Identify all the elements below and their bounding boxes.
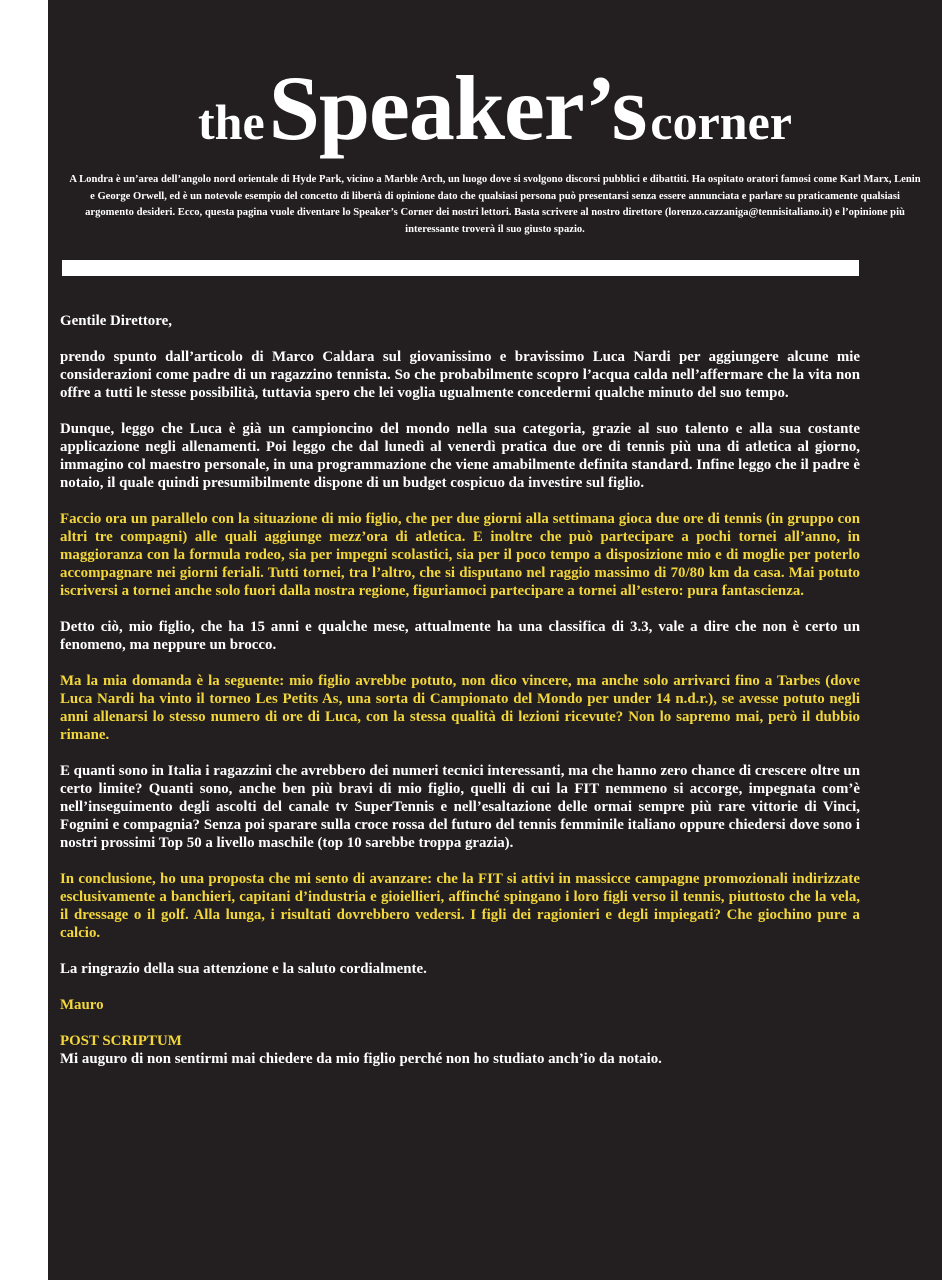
- masthead-the: the: [198, 94, 265, 150]
- divider-bar: [62, 260, 859, 276]
- letter-paragraph: prendo spunto dall’articolo di Marco Caldara sul giovanissimo e bravissimo Luca Nardi per aggiungere alcune mie considerazioni come padre di un ragazzino tennista. So che probabilmente scopro l’acqua calda nell’affermare che la vita non offre a tutti le stesse possibilità, tuttavia spero che lei voglia ugualmente concedermi qualche minuto del suo tempo.: [60, 349, 860, 401]
- page: [48, 0, 942, 1280]
- letter-greeting: Gentile Direttore,: [60, 313, 172, 329]
- letter-paragraph-highlight: Ma la mia domanda è la seguente: mio figlio avrebbe potuto, non dico vincere, ma anche solo arrivarci fino a Tarbes (dove Luca Nardi ha vinto il torneo Les Petits As, una sorta di Campionato del Mondo per under 14 n.d.r.), se avesse potuto negli anni allenarsi lo stesso numero di ore di Luca, con la stessa qualità di lezioni ricevute? Non lo sapremo mai, però il dubbio rimane.: [60, 673, 860, 743]
- letter-paragraph-highlight: In conclusione, ho una proposta che mi sento di avanzare: che la FIT si attivi in massicce campagne promozionali indirizzate esclusivamente a banchieri, capitani d’industria e gioiellieri, affinché spingano i loro figli verso il tennis, piuttosto che la vela, il dressage o il golf. Alla lunga, i risultati dovrebbero vedersi. I figli dei ragionieri e degli impiegati? Che giochino pure a calcio.: [60, 871, 860, 941]
- letter-paragraph: Detto ciò, mio figlio, che ha 15 anni e qualche mese, attualmente ha una classifica di 3.3, vale a dire che non è certo un fenomeno, ma neppure un brocco.: [60, 619, 860, 653]
- masthead-corner: corner: [650, 94, 792, 150]
- letter-signature: Mauro: [60, 997, 104, 1013]
- column-intro: A Londra è un’area dell’angolo nord orientale di Hyde Park, vicino a Marble Arch, un luogo dove si svolgono discorsi pubblici e dibattiti. Ha ospitato oratori famosi come Karl Marx, Lenin e George Orwell, ed è un notevole esempio del concetto di libertà di opinione dato che qualsiasi persona può presentarsi senza essere annunciata e parlare su praticamente qualsiasi argomento desideri. Ecco, questa pagina vuole diventare lo Speaker’s Corner dei nostri lettori. Basta scrivere al nostro direttore (lorenzo.cazzaniga@tennisitaliano.it) e l’opinione più interessante troverà il suo giusto spazio.: [69, 174, 921, 235]
- letter-closing: La ringrazio della sua attenzione e la saluto cordialmente.: [60, 961, 427, 977]
- reader-letter: [60, 312, 860, 1086]
- letter-paragraph: Dunque, leggo che Luca è già un campioncino del mondo nella sua categoria, grazie al suo talento e alla sua costante applicazione negli allenamenti. Poi leggo che dal lunedì al venerdì pratica due ore di tennis più una di atletica al giorno, immagino col maestro personale, in una programmazione che viene amabilmente definita standard. Infine leggo che il padre è notaio, il quale quindi presumibilmente dispone di un budget cospicuo da investire sul figlio.: [60, 421, 860, 491]
- postscript-text: Mi auguro di non sentirmi mai chiedere da mio figlio perché non ho studiato anch’io da notaio.: [60, 1051, 662, 1067]
- masthead-title: [48, 57, 942, 159]
- letter-paragraph: E quanti sono in Italia i ragazzini che avrebbero dei numeri tecnici interessanti, ma che hanno zero chance di crescere oltre un certo limite? Quanti sono, anche ben più bravi di mio figlio, quelli di cui la FIT nemmeno si accorge, impegnata com’è nell’inseguimento degli ascolti del canale tv SuperTennis e nell’esaltazione delle ormai sempre più rare vittorie di Vinci, Fognini e compagnia? Senza poi sparare sulla croce rossa del futuro del tennis femminile italiano oppure chiedersi dove sono i nostri prossimi Top 50 a livello maschile (top 10 sarebbe troppa grazia).: [60, 763, 860, 851]
- masthead-speakers: Speaker’s: [268, 57, 647, 159]
- postscript-title: POST SCRIPTUM: [60, 1033, 182, 1049]
- letter-paragraph-highlight: Faccio ora un parallelo con la situazione di mio figlio, che per due giorni alla settimana gioca due ore di tennis (in gruppo con altri tre compagni) alle quali aggiunge mezz’ora di atletica. E inoltre che può partecipare a pochi tornei all’anno, in maggioranza con la formula rodeo, sia per impegni scolastici, sia per il poco tempo a disposizione mio e di moglie per poterlo accompagnare nei giorni feriali. Tutti tornei, tra l’altro, che si disputano nel raggio massimo di 70/80 km da casa. Mai potuto iscriversi a tornei anche solo fuori dalla nostra regione, figuriamoci partecipare a tornei all’estero: pura fantascienza.: [60, 511, 860, 599]
